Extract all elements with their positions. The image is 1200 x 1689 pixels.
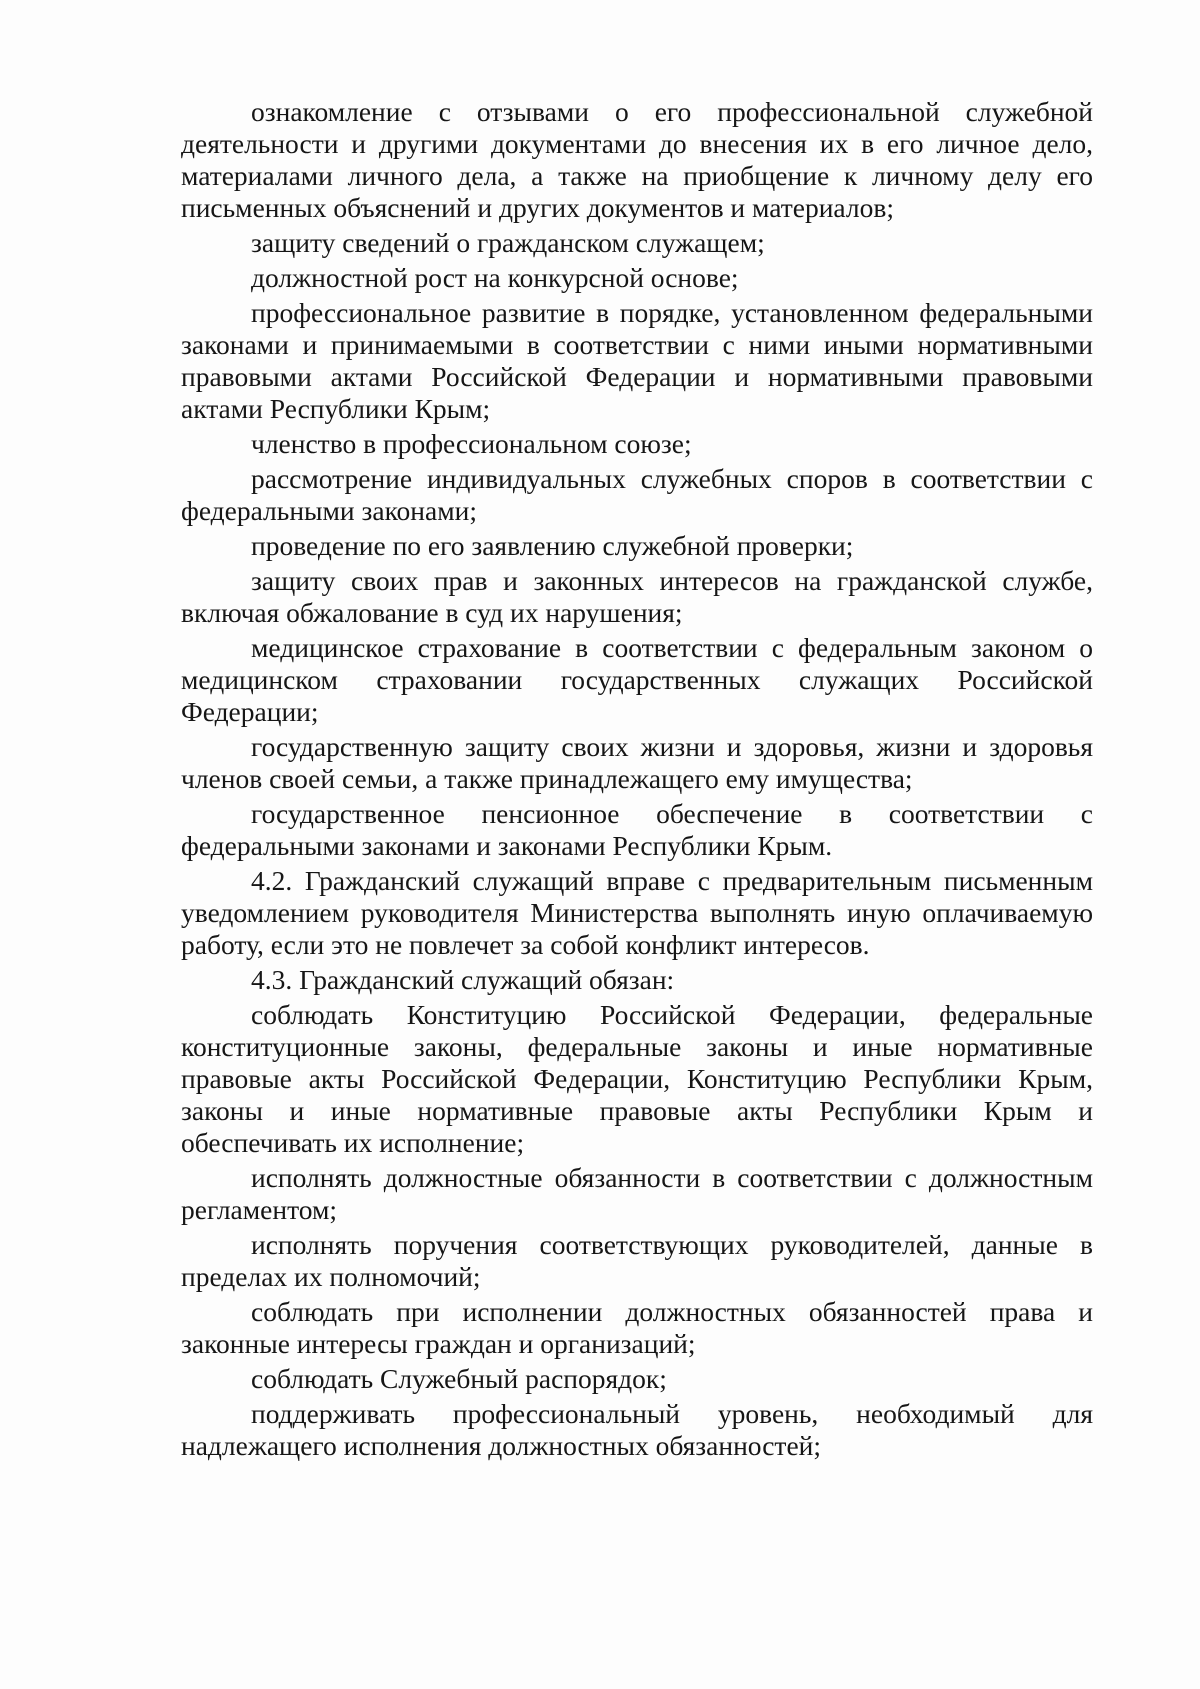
paragraph: соблюдать Служебный распорядок;	[251, 1363, 667, 1394]
paragraph: исполнять должностные обязанности в соответствии с должностным регламентом;	[181, 1162, 1093, 1225]
paragraph: ознакомление с отзывами о его профессиональной служебной деятельности и другими документами до внесения их в его личное дело, материалами личного дела, а также на приобщение к личному делу его письменных объяснений и других документов и материалов;	[181, 96, 1093, 223]
paragraph: медицинское страхование в соответствии с федеральным законом о медицинском страховании государственных служащих Российской Федерации;	[181, 632, 1093, 727]
paragraph: исполнять поручения соответствующих руководителей, данные в пределах их полномочий;	[181, 1229, 1093, 1292]
paragraph: поддерживать профессиональный уровень, необходимый для надлежащего исполнения должностных обязанностей;	[181, 1398, 1093, 1461]
paragraph-4-3-heading: 4.3. Гражданский служащий обязан:	[251, 964, 675, 995]
paragraph-4-2: 4.2. Гражданский служащий вправе с предварительным письменным уведомлением руководителя Министерства выполнять иную оплачиваемую работу, если это не повлечет за собой конфликт интересов.	[181, 865, 1093, 960]
paragraph: рассмотрение индивидуальных служебных споров в соответствии с федеральными законами;	[181, 463, 1093, 526]
paragraph: должностной рост на конкурсной основе;	[251, 262, 739, 293]
paragraph: профессиональное развитие в порядке, установленном федеральными законами и принимаемыми в соответствии с ними иными нормативными правовыми актами Российской Федерации и нормативными правовыми актами Республики Крым;	[181, 297, 1093, 424]
paragraph: защиту сведений о гражданском служащем;	[251, 227, 765, 258]
paragraph: государственное пенсионное обеспечение в соответствии с федеральными законами и законами Республики Крым.	[181, 798, 1093, 861]
paragraph: защиту своих прав и законных интересов на гражданской службе, включая обжалование в суд их нарушения;	[181, 565, 1093, 628]
document-body	[181, 96, 1093, 1465]
paragraph: проведение по его заявлению служебной проверки;	[251, 530, 854, 561]
paragraph: государственную защиту своих жизни и здоровья, жизни и здоровья членов своей семьи, а также принадлежащего ему имущества;	[181, 731, 1093, 794]
paragraph: соблюдать при исполнении должностных обязанностей права и законные интересы граждан и организаций;	[181, 1296, 1093, 1359]
paragraph: соблюдать Конституцию Российской Федерации, федеральные конституционные законы, федеральные законы и иные нормативные правовые акты Российской Федерации, Конституцию Республики Крым, законы и иные нормативные правовые акты Республики Крым и обеспечивать их исполнение;	[181, 999, 1093, 1158]
paragraph: членство в профессиональном союзе;	[251, 428, 692, 459]
